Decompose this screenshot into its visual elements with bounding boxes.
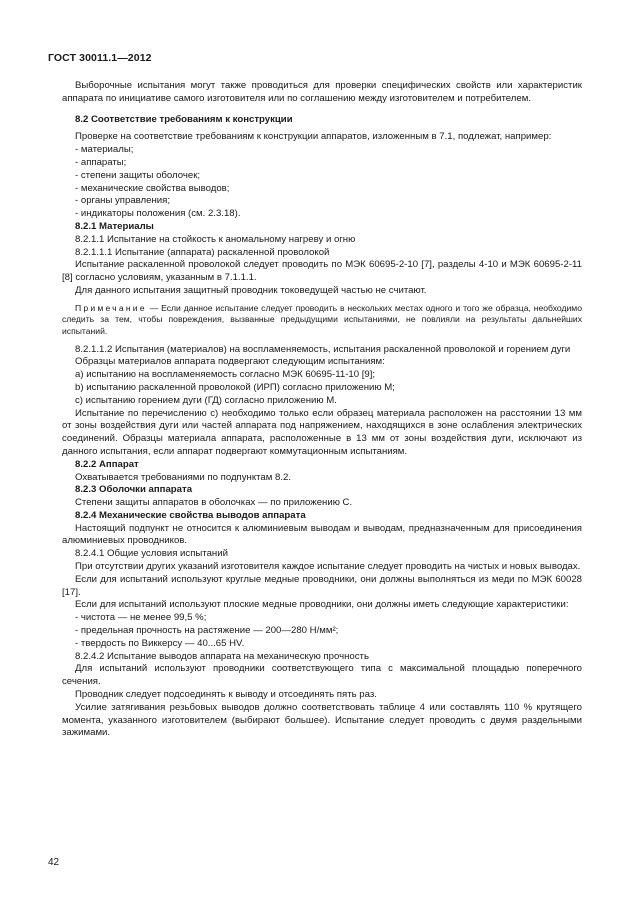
subsection-heading-8-2-4: 8.2.4 Механические свойства выводов аппарата	[75, 509, 306, 521]
paragraph: 8.2.1.1.2 Испытания (материалов) на воспламеняемость, испытания раскаленной проволокой и горением дуги	[75, 343, 571, 355]
paragraph: Если для испытаний используют круглые медные проводники, они должны выполняться из меди по МЭК 60028 [17].	[62, 573, 582, 598]
list-item: - органы управления;	[75, 195, 171, 207]
paragraph: 8.2.4.1 Общие условия испытаний	[75, 548, 228, 560]
paragraph: Выборочные испытания могут также проводиться для проверки специфических свойств или характеристик аппарата по инициативе самого изготовителя или по соглашению между изготовителем и потребителем.	[62, 80, 582, 104]
paragraph: Испытание раскаленной проволокой следует проводить по МЭК 60695-2-10 [7], разделы 4-10 и МЭК 60695-2-11 [8] согласно условиям, указанным в 7.1.1.1.	[62, 259, 582, 284]
subsection-heading-8-2-1: 8.2.1 Материалы	[75, 220, 154, 232]
document-header: ГОСТ 30011.1—2012	[48, 52, 152, 64]
list-item: - индикаторы положения (см. 2.3.18).	[75, 208, 241, 220]
note-label: Примечание	[75, 302, 147, 313]
paragraph: Проводник следует подсоединять к выводу и отсоединять пять раз.	[75, 689, 377, 701]
paragraph: Для данного испытания защитный проводник токоведущей частью не считают.	[75, 284, 427, 296]
subsection-heading-8-2-2: 8.2.2 Аппарат	[75, 458, 139, 470]
paragraph: 8.2.1.1 Испытание на стойкость к аномальному нагреву и огню	[75, 233, 356, 245]
paragraph: При отсутствии других указаний изготовителя каждое испытание следует проводить на чистых и новых выводах.	[75, 561, 581, 573]
list-item: - чистота — не менее 99,5 %;	[75, 612, 207, 624]
list-item: - механические свойства выводов;	[75, 182, 230, 194]
list-item: - степени защиты оболочек;	[75, 169, 201, 181]
paragraph: Степени защиты аппаратов в оболочках — по приложению С.	[75, 497, 353, 509]
list-item: b) испытанию раскаленной проволокой (ИРП) согласно приложению М;	[75, 381, 395, 393]
list-item: - предельная прочность на растяжение — 200—280 Н/мм²;	[75, 625, 339, 637]
paragraph: Для испытаний используют проводники соответствующего типа с максимальной площадью поперечного сечения.	[62, 663, 582, 688]
note	[62, 303, 582, 338]
paragraph: Охватывается требованиями по подпунктам 8.2.	[75, 471, 292, 483]
list-item: a) испытанию на воспламеняемость согласно МЭК 60695-11-10 [9];	[75, 369, 376, 381]
note-text: — Если данное испытание следует проводить в нескольких местах одного и того же образца, необходимо следить за тем, чтобы повреждения, вызванные предыдущими испытаниями, не повлияли на результаты дальнейших испытаний.	[62, 302, 582, 336]
paragraph: 8.2.4.2 Испытание выводов аппарата на механическую прочность	[75, 650, 369, 662]
list-item: - твердость по Виккерсу — 40...65 HV.	[75, 637, 245, 649]
document-body	[62, 80, 582, 740]
paragraph: 8.2.1.1.1 Испытание (аппарата) раскаленной проволокой	[75, 246, 330, 258]
page-number: 42	[48, 857, 60, 868]
list-item: - материалы;	[75, 144, 134, 156]
section-heading-8-2: 8.2 Соответствие требованиям к конструкции	[75, 113, 293, 125]
paragraph: Проверке на соответствие требованиям к конструкции аппаратов, изложенным в 7.1, подлежат, например:	[75, 131, 552, 143]
list-item: - аппараты;	[75, 156, 127, 168]
paragraph: Усилие затягивания резьбовых выводов должно соответствовать таблице 4 или составлять 110 % крутящего момента, указанного изготовителем (выбирают большее). Испытание следует проводить с двумя раздельными зажимами.	[62, 701, 582, 739]
subsection-heading-8-2-3: 8.2.3 Оболочки аппарата	[75, 484, 193, 496]
list-item: c) испытанию горением дуги (ГД) согласно приложению М.	[75, 394, 337, 406]
paragraph: Образцы материалов аппарата подвергают следующим испытаниям:	[75, 356, 385, 368]
paragraph: Если для испытаний используют плоские медные проводники, они должны иметь следующие характеристики:	[75, 599, 569, 611]
paragraph: Настоящий подпункт не относится к алюминиевым выводам и выводам, предназначенным для присоединения алюминиевых проводников.	[62, 522, 582, 547]
paragraph: Испытание по перечислению c) необходимо только если образец материала расположен на расстоянии 13 мм от зоны воздействия дуги или частей аппарата под напряжением, находящихся в зоне ослабления электрических соединений. Образцы материала аппарата, расположенные в 13 мм от зоны воздействия дуги, исключают из данного испытания, если аппарат подвергают коммутационным испытаниям.	[62, 407, 582, 457]
